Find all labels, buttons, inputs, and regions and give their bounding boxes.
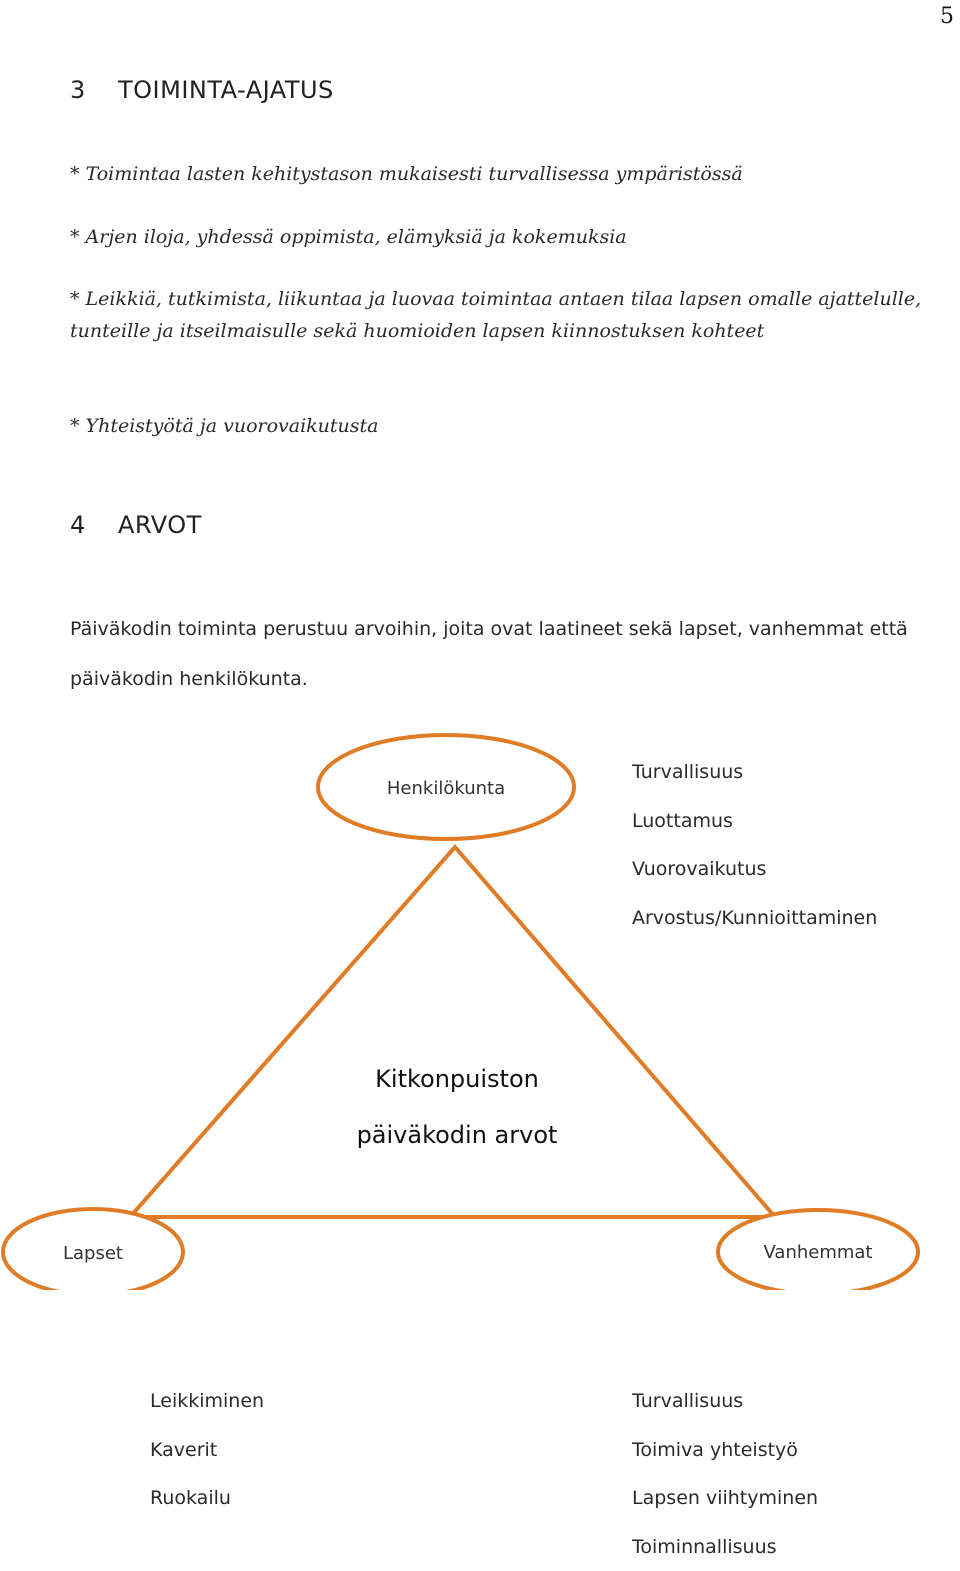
- parents-values-list: [632, 1377, 818, 1571]
- section-4-number: 4: [70, 511, 118, 539]
- staff-value: Arvostus/Kunnioittaminen: [632, 894, 877, 943]
- staff-value: Vuorovaikutus: [632, 845, 877, 894]
- bullet-1: * Toimintaa lasten kehitystason mukaisesti turvallisessa ympäristössä: [70, 158, 955, 190]
- parents-value: Lapsen viihtyminen: [632, 1474, 818, 1523]
- staff-value: Luottamus: [632, 797, 877, 846]
- staff-values-list: [632, 748, 877, 942]
- staff-value: Turvallisuus: [632, 748, 877, 797]
- page-number: 5: [940, 4, 954, 29]
- section-3-number: 3: [70, 76, 118, 104]
- parents-value: Turvallisuus: [632, 1377, 818, 1426]
- bullet-2: * Arjen iloja, yhdessä oppimista, elämyksiä ja kokemuksia: [70, 221, 955, 253]
- values-intro-paragraph: Päiväkodin toiminta perustuu arvoihin, joita ovat laatineet sekä lapset, vanhemmat että päiväkodin henkilökunta.: [70, 604, 955, 704]
- section-4-heading: [70, 511, 202, 539]
- parents-value: Toimiva yhteistyö: [632, 1426, 818, 1475]
- children-value: Leikkiminen: [150, 1377, 264, 1426]
- diagram-center-line-2: päiväkodin arvot: [357, 1121, 558, 1149]
- children-value: Kaverit: [150, 1426, 264, 1475]
- section-3-heading: [70, 76, 334, 104]
- section-3-title: TOIMINTA-AJATUS: [118, 76, 334, 104]
- children-values-list: [150, 1377, 264, 1523]
- children-value: Ruokailu: [150, 1474, 264, 1523]
- bullet-3: * Leikkiä, tutkimista, liikuntaa ja luovaa toimintaa antaen tilaa lapsen omalle ajattelulle, tunteille ja itseilmaisulle sekä huomioiden lapsen kiinnostuksen kohteet: [70, 283, 955, 347]
- node-label-children: Lapset: [63, 1243, 123, 1264]
- parents-value: Toiminnallisuus: [632, 1523, 818, 1571]
- node-label-staff: Henkilökunta: [387, 778, 505, 799]
- node-label-parents: Vanhemmat: [764, 1242, 873, 1263]
- bullet-4: * Yhteistyötä ja vuorovaikutusta: [70, 410, 955, 442]
- diagram-center-line-1: Kitkonpuiston: [375, 1065, 539, 1093]
- section-4-title: ARVOT: [118, 511, 202, 539]
